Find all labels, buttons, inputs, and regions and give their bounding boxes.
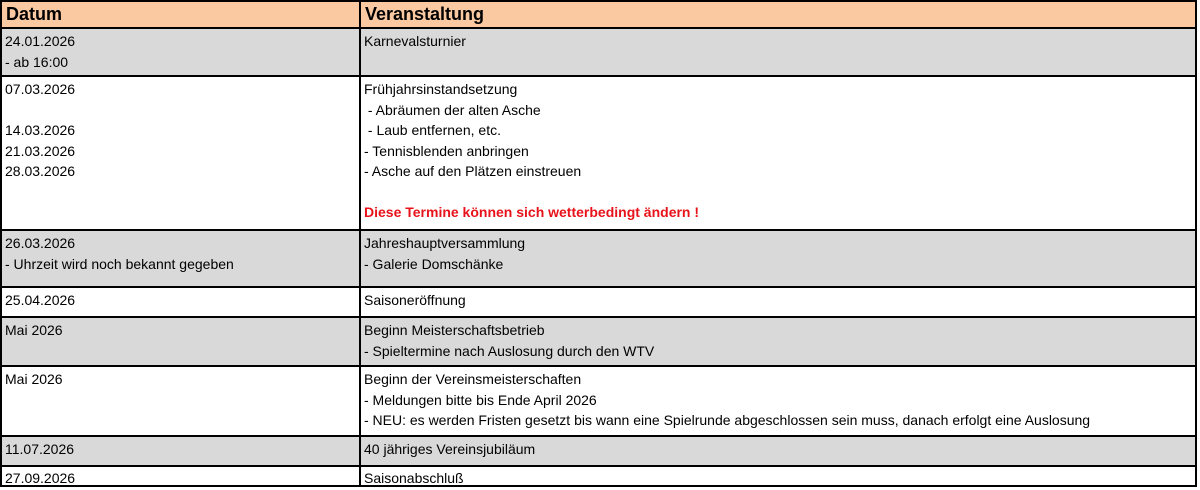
event-cell [361,437,1195,460]
event-line: - Asche auf den Plätzen einstreuen [364,163,582,179]
event-cell [361,29,1195,52]
date-cell [2,318,358,341]
event-line: - Tennisblenden anbringen [364,142,529,159]
event-line: - Laub entfernen, etc. [364,122,501,138]
date-line: 21.03.2026 [5,142,76,159]
date-line: 25.04.2026 [5,292,76,308]
date-line: 24.01.2026 [5,33,76,49]
event-cell [361,77,1195,223]
event-line: Saisoneröffnung [364,292,466,308]
table-header [2,2,1195,29]
table-row [2,367,1195,437]
date-cell [2,367,358,390]
event-line: 40 jähriges Vereinsjubiläum [364,441,536,457]
event-line: - Meldungen bitte bis Ende April 2026 [364,391,597,408]
date-line: 28.03.2026 [5,163,76,179]
table-row [2,318,1195,367]
event-cell [361,467,1195,489]
date-line: 27.09.2026 [5,470,76,486]
table-row [2,77,1195,231]
event-line: Jahreshauptversammlung [364,235,526,251]
event-cell [361,288,1195,311]
event-line: Beginn Meisterschaftsbetrieb [364,322,545,338]
event-line: Karnevalsturnier [364,33,466,49]
table-row [2,288,1195,318]
date-cell [2,29,358,72]
date-cell [2,288,358,311]
date-line: 14.03.2026 [5,122,76,138]
date-line: 11.07.2026 [5,441,75,457]
header-event: Veranstaltung [365,4,485,24]
event-cell [361,318,1195,361]
date-cell [2,467,358,489]
event-line: - Spieltermine nach Auslosung durch den WTV [364,342,655,359]
date-cell [2,77,358,182]
table-row [2,231,1195,288]
event-cell [361,367,1195,431]
date-line: Mai 2026 [5,371,63,387]
event-line: - Abräumen der alten Asche [364,101,541,118]
table-row [2,467,1195,485]
event-line [364,182,1195,203]
event-line: Beginn der Vereinsmeisterschaften [364,371,582,387]
event-line: - Galerie Domschänke [364,255,504,272]
date-cell [2,437,358,460]
date-line [5,100,358,121]
date-line: 26.03.2026 [5,235,76,251]
table-row [2,29,1195,77]
weather-warning: Diese Termine können sich wetterbedingt ändern ! [364,204,700,220]
event-line: Frühjahrsinstandsetzung [364,81,518,97]
event-cell [361,231,1195,274]
date-line: Mai 2026 [5,322,63,338]
date-line: - ab 16:00 [5,53,69,70]
event-line: - NEU: es werden Fristen gesetzt bis wann eine Spielrunde abgeschlossen sein muss, danach erfolgt eine Auslosung [364,412,1091,428]
date-cell [2,231,358,274]
date-line: - Uhrzeit wird noch bekannt gegeben [5,255,234,272]
column-divider [359,2,361,485]
header-date: Datum [6,4,63,24]
event-line: Saisonabschluß [364,470,464,486]
table-row [2,437,1195,467]
date-line: 07.03.2026 [5,81,76,97]
